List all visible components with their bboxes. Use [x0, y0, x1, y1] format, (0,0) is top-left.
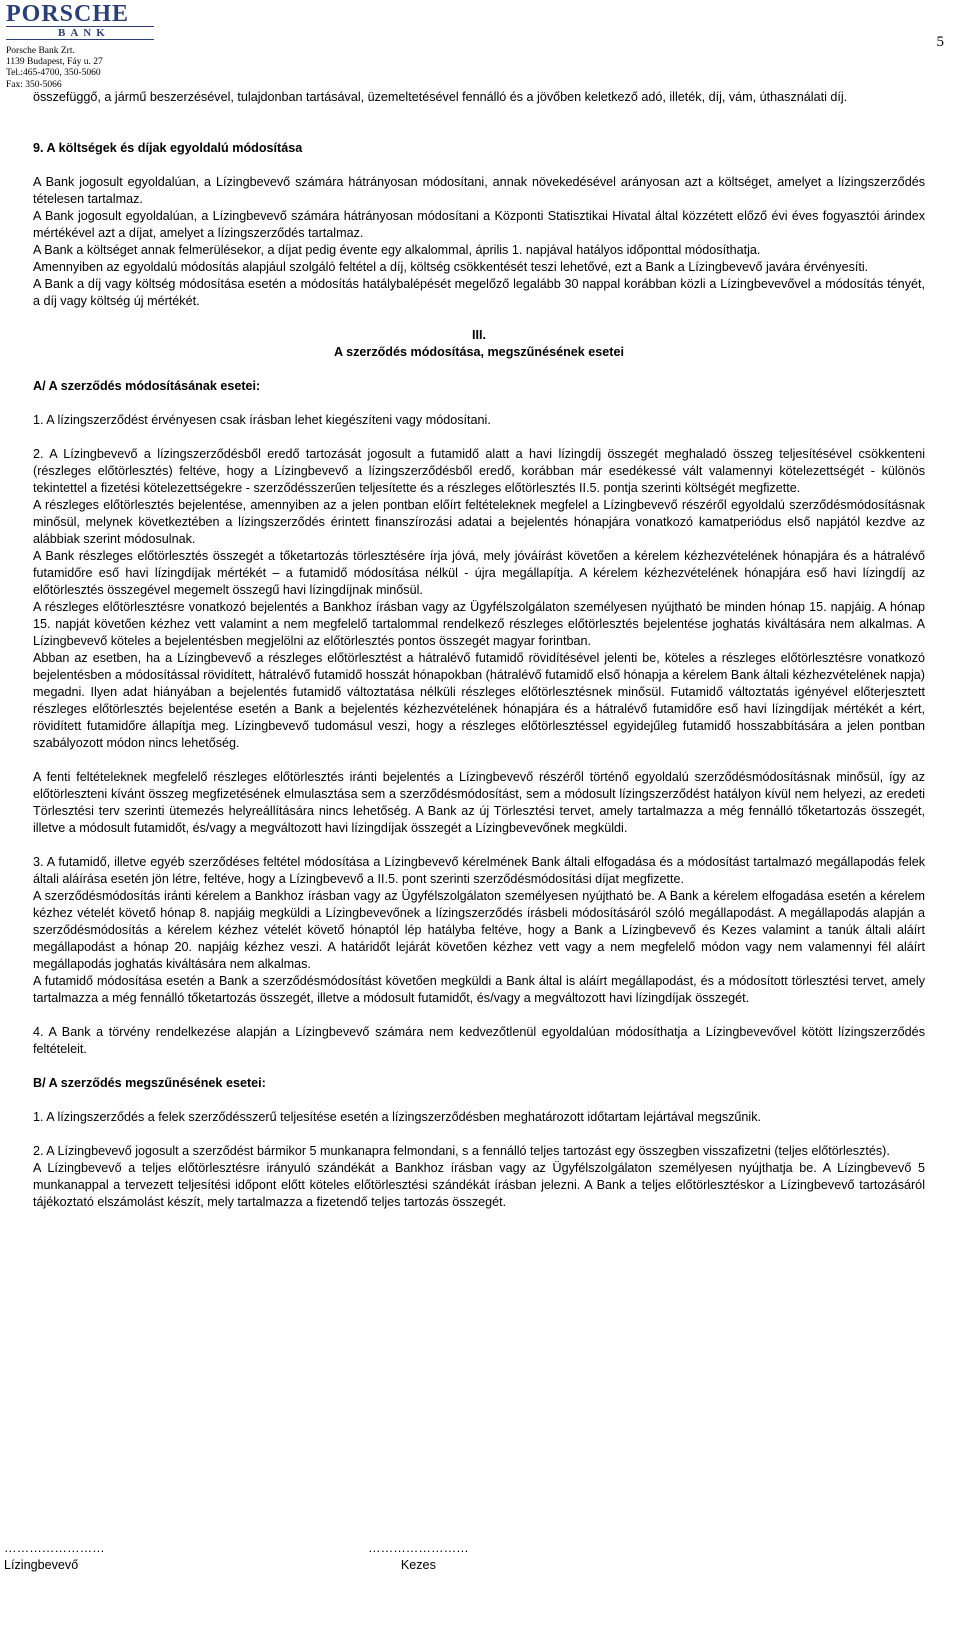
- page-number: 5: [936, 34, 944, 50]
- paragraph: 1. A lízingszerződés a felek szerződésszerű teljesítése esetén a lízingszerződésben meghatározott időtartam lejártával megszűnik.: [33, 1110, 762, 1124]
- signature-label: Lízingbevevő: [4, 1558, 79, 1572]
- signature-line: ……………………: [4, 1541, 105, 1555]
- porsche-bank-logo: [6, 2, 166, 40]
- paragraph: 1. A lízingszerződést érvényesen csak írásban lehet kiegészíteni vagy módosítani.: [33, 413, 491, 427]
- signature-line: ……………………: [368, 1541, 469, 1555]
- paragraph: 2. A Lízingbevevő jogosult a szerződést bármikor 5 munkanapra felmondani, s a fennálló teljes tartozást egy összegben visszafizetni (teljes előtörlesztés).: [33, 1144, 890, 1158]
- paragraph: A Bank a díj vagy költség módosítása esetén a módosítás hatálybalépését megelőző legalább 30 nappal korábban közli a Lízingbevevővel a módosítás tényét, a díj vagy költség új mértékét.: [33, 277, 925, 308]
- part-b-heading: B/ A szerződés megszűnésének esetei:: [33, 1076, 266, 1090]
- signature-lessee: [4, 1540, 105, 1574]
- paragraph: A futamidő módosítása esetén a Bank a szerződésmódosítást követően megküldi a Bank által is aláírt megállapodást, és a módosított törlesztési tervet, amely tartalmazza a még fennálló tőketartozás összegét, illetve a módosult futamidőt, és/vagy a megváltozott havi lízingdíjak összegét.: [33, 974, 925, 1005]
- intro-paragraph: összefüggő, a jármű beszerzésével, tulajdonban tartásával, üzemeltetésével fennálló és a jövőben keletkező adó, illeték, díj, vám, úthasználati díj.: [33, 90, 848, 104]
- section-9-heading: 9. A költségek és díjak egyoldalú módosítása: [33, 141, 303, 155]
- paragraph: A fenti feltételeknek megfelelő részleges előtörlesztés iránti bejelentés a Lízingbevevő részéről történő egyoldalú szerződésmódosításnak minősül, így az előtörleszteni kívánt összeg megfizetésének elmulasztása sem a szerződésmódosítást, sem a módosult lízingszerződést hatályon kívül nem helyezi, az eredeti Törlesztési terv szerinti ütemezés helyreállítására nincs lehetőség. A Bank az új Törlesztési tervet, amely tartalmazza a még fennálló tőketartozás összegét, illetve a módosult futamidőt, és/vagy a megváltozott havi lízingdíjak összegét a Lízingbevevőnek megküldi.: [33, 770, 925, 835]
- address-line: Porsche Bank Zrt.: [6, 46, 75, 56]
- paragraph: A Bank részleges előtörlesztés összegét a tőketartozás törlesztésére írja jóvá, mely jóváírást követően a kérelem kézhezvételének hónapjára és a hátralévő futamidőre eső havi lízingdíjak mértékét – a futamidő módosítása nélkül - újra megállapítja. A kérelem kézhezvételének hónapjára eső havi lízingdíj az előtörlesztés összegével megemelt összegű havi lízingdíjnak minősül.: [33, 549, 925, 597]
- logo-text: PORSCHE: [6, 1, 130, 27]
- company-address: [6, 46, 103, 91]
- address-line: Fax: 350-5066: [6, 79, 62, 90]
- signature-label: Kezes: [400, 1558, 436, 1572]
- paragraph: 4. A Bank a törvény rendelkezése alapján a Lízingbevevő számára nem kedvezőtlenül egyoldalúan módosíthatja a Lízingbevevővel kötött lízingszerződés feltételeit.: [33, 1025, 925, 1056]
- paragraph: A szerződésmódosítás iránti kérelem a Bankhoz írásban vagy az Ügyfélszolgálaton személyesen nyújtható be. A Bank a kérelem elfogadása esetén a kérelem kézhez vételét követő hónap 8. napjáig megküldi a Lízingbevevőnek a lízingszerződés írásbeli módosításáról szóló megállapodást. A megállapodás alapján a szerződésmódosítás a kérelem kézhez vételét követő hónaptól lép hatályba feltéve, hogy a Bank a Lízingbevevő és Kezes valamint a tanúk általi aláírt megállapodást a hónap 20. napjáig kézhez veszi. A határidőt lejárát követően kézhez vett vagy a nem megfelelő módon vagy nem valamennyi fél aláírt megállapodás joghatás kiváltására nem alkalmas.: [33, 889, 925, 971]
- paragraph: A részleges előtörlesztésre vonatkozó bejelentés a Bankhoz írásban vagy az Ügyfélszolgálaton személyesen nyújtható be minden hónap 15. napjáig. A hónap 15. napját követően kézhez vett valamint a nem megfelelő tartalommal rendelkező részleges előtörlesztés bejelentése joghatás kiváltására nem alkalmas. A Lízingbevevő köteles a bejelentésben megjelölni az előtörlesztés pontos összegét magyar forintban.: [33, 600, 925, 648]
- document-body: [33, 89, 925, 1211]
- paragraph: Abban az esetben, ha a Lízingbevevő a részleges előtörlesztést a hátralévő futamidő rövidítésével jelenti be, köteles a részleges előtörlesztésre vonatkozó bejelentésben a módosítással rövidített, hátralévő futamidő hosszát hónapokban (hátralévő futamidő első hónapja a kérelem Bank általi kézhezvételének napja) megadni. Ilyen adat hiányában a bejelentés futamidő változtatása nélküli részleges előtörlesztésnek minősül. Futamidő változtatás igényével előterjesztett részleges előtörlesztés bejelentése esetén a Bank a bejelentés kézhezvételének hónapjára és a hátralévő futamidőre eső havi lízingdíjak mértékét a kért, rövidített futamidőre állapítja meg. Lízingbevevő tudomásul veszi, hogy a részleges előtörlesztéssel egyidejűleg futamidő hosszabbítására a jelen pontban szabályozott módon nincs lehetőség.: [33, 651, 925, 750]
- chapter-roman-numeral: III.: [472, 328, 486, 342]
- paragraph: 2. A Lízingbevevő a lízingszerződésből eredő tartozását jogosult a futamidő alatt a havi lízingdíj összegét meghaladó összeg teljesítésével csökkenteni (részleges előtörlesztés) feltéve, hogy a Lízingbevevő a lízingszerződésből eredő, korábban már esedékessé vált valamennyi kötelezettségét - különös tekintettel a fizetési kötelezettségekre - szerződésszerűen teljesítette és a részleges előtörlesztés II.5. pontja szerinti költségét megfizette.: [33, 447, 925, 495]
- paragraph: A részleges előtörlesztés bejelentése, amennyiben az a jelen pontban előírt feltételeknek megfelel a Lízingbevevő részéről egyoldalú szerződésmódosításnak minősül, melynek következtében a lízingszerződés érintett finanszírozási adatai a bejelentés hónapjára vonatkozó kamatperiódus első napjától kezdve az alábbiak szerint módosulnak.: [33, 498, 925, 546]
- address-line: 1139 Budapest, Fáy u. 27: [6, 57, 103, 68]
- paragraph: Amennyiben az egyoldalú módosítás alapjául szolgáló feltétel a díj, költség csökkentését teszi lehetővé, ezt a Bank a Lízingbevevő javára érvényesíti.: [33, 260, 869, 274]
- paragraph: A Bank jogosult egyoldalúan, a Lízingbevevő számára hátrányosan módosítani, annak növekedésével arányosan azt a költséget, amelyet a lízingszerződés tételesen tartalmaz.: [33, 175, 925, 206]
- paragraph: 3. A futamidő, illetve egyéb szerződéses feltétel módosítása a Lízingbevevő kérelmének Bank általi elfogadása és a módosítást tartalmazó megállapodás felek általi aláírása esetén jön létre, feltéve, hogy a Lízingbevevő a II.5. pont szerinti szerződésmódosítási díjat megfizette.: [33, 855, 925, 886]
- part-a-heading: A/ A szerződés módosításának esetei:: [33, 379, 261, 393]
- chapter-title: A szerződés módosítása, megszűnésének esetei: [333, 345, 624, 359]
- signature-guarantor: [368, 1540, 469, 1574]
- logo-subtext: BANK: [6, 26, 154, 40]
- address-line: Tel.:465-4700, 350-5060: [6, 68, 101, 79]
- paragraph: A Bank jogosult egyoldalúan, a Lízingbevevő számára hátrányosan módosítani a Központi Statisztikai Hivatal által közzétett előző évi éves fogyasztói árindex mértékével azt a díjat, amelyet a lízingszerződés tartalmaz.: [33, 209, 925, 240]
- paragraph: A Lízingbevevő a teljes előtörlesztésre irányuló szándékát a Bankhoz írásban vagy az Ügyfélszolgálaton személyesen nyújthatja be. A Lízingbevevő 5 munkanappal a tervezett teljesítési időpont előtt köteles előtörlesztési szándékát írásban jelezni. A Bank a teljes előtörlesztéskor a Lízingbevevő tartozásáról tájékoztató elszámolást készít, mely tartalmazza a fizetendő teljes tartozás összegét.: [33, 1161, 925, 1209]
- paragraph: A Bank a költséget annak felmerülésekor, a díjat pedig évente egy alkalommal, április 1. napjával hatályos időponttal módosíthatja.: [33, 243, 761, 257]
